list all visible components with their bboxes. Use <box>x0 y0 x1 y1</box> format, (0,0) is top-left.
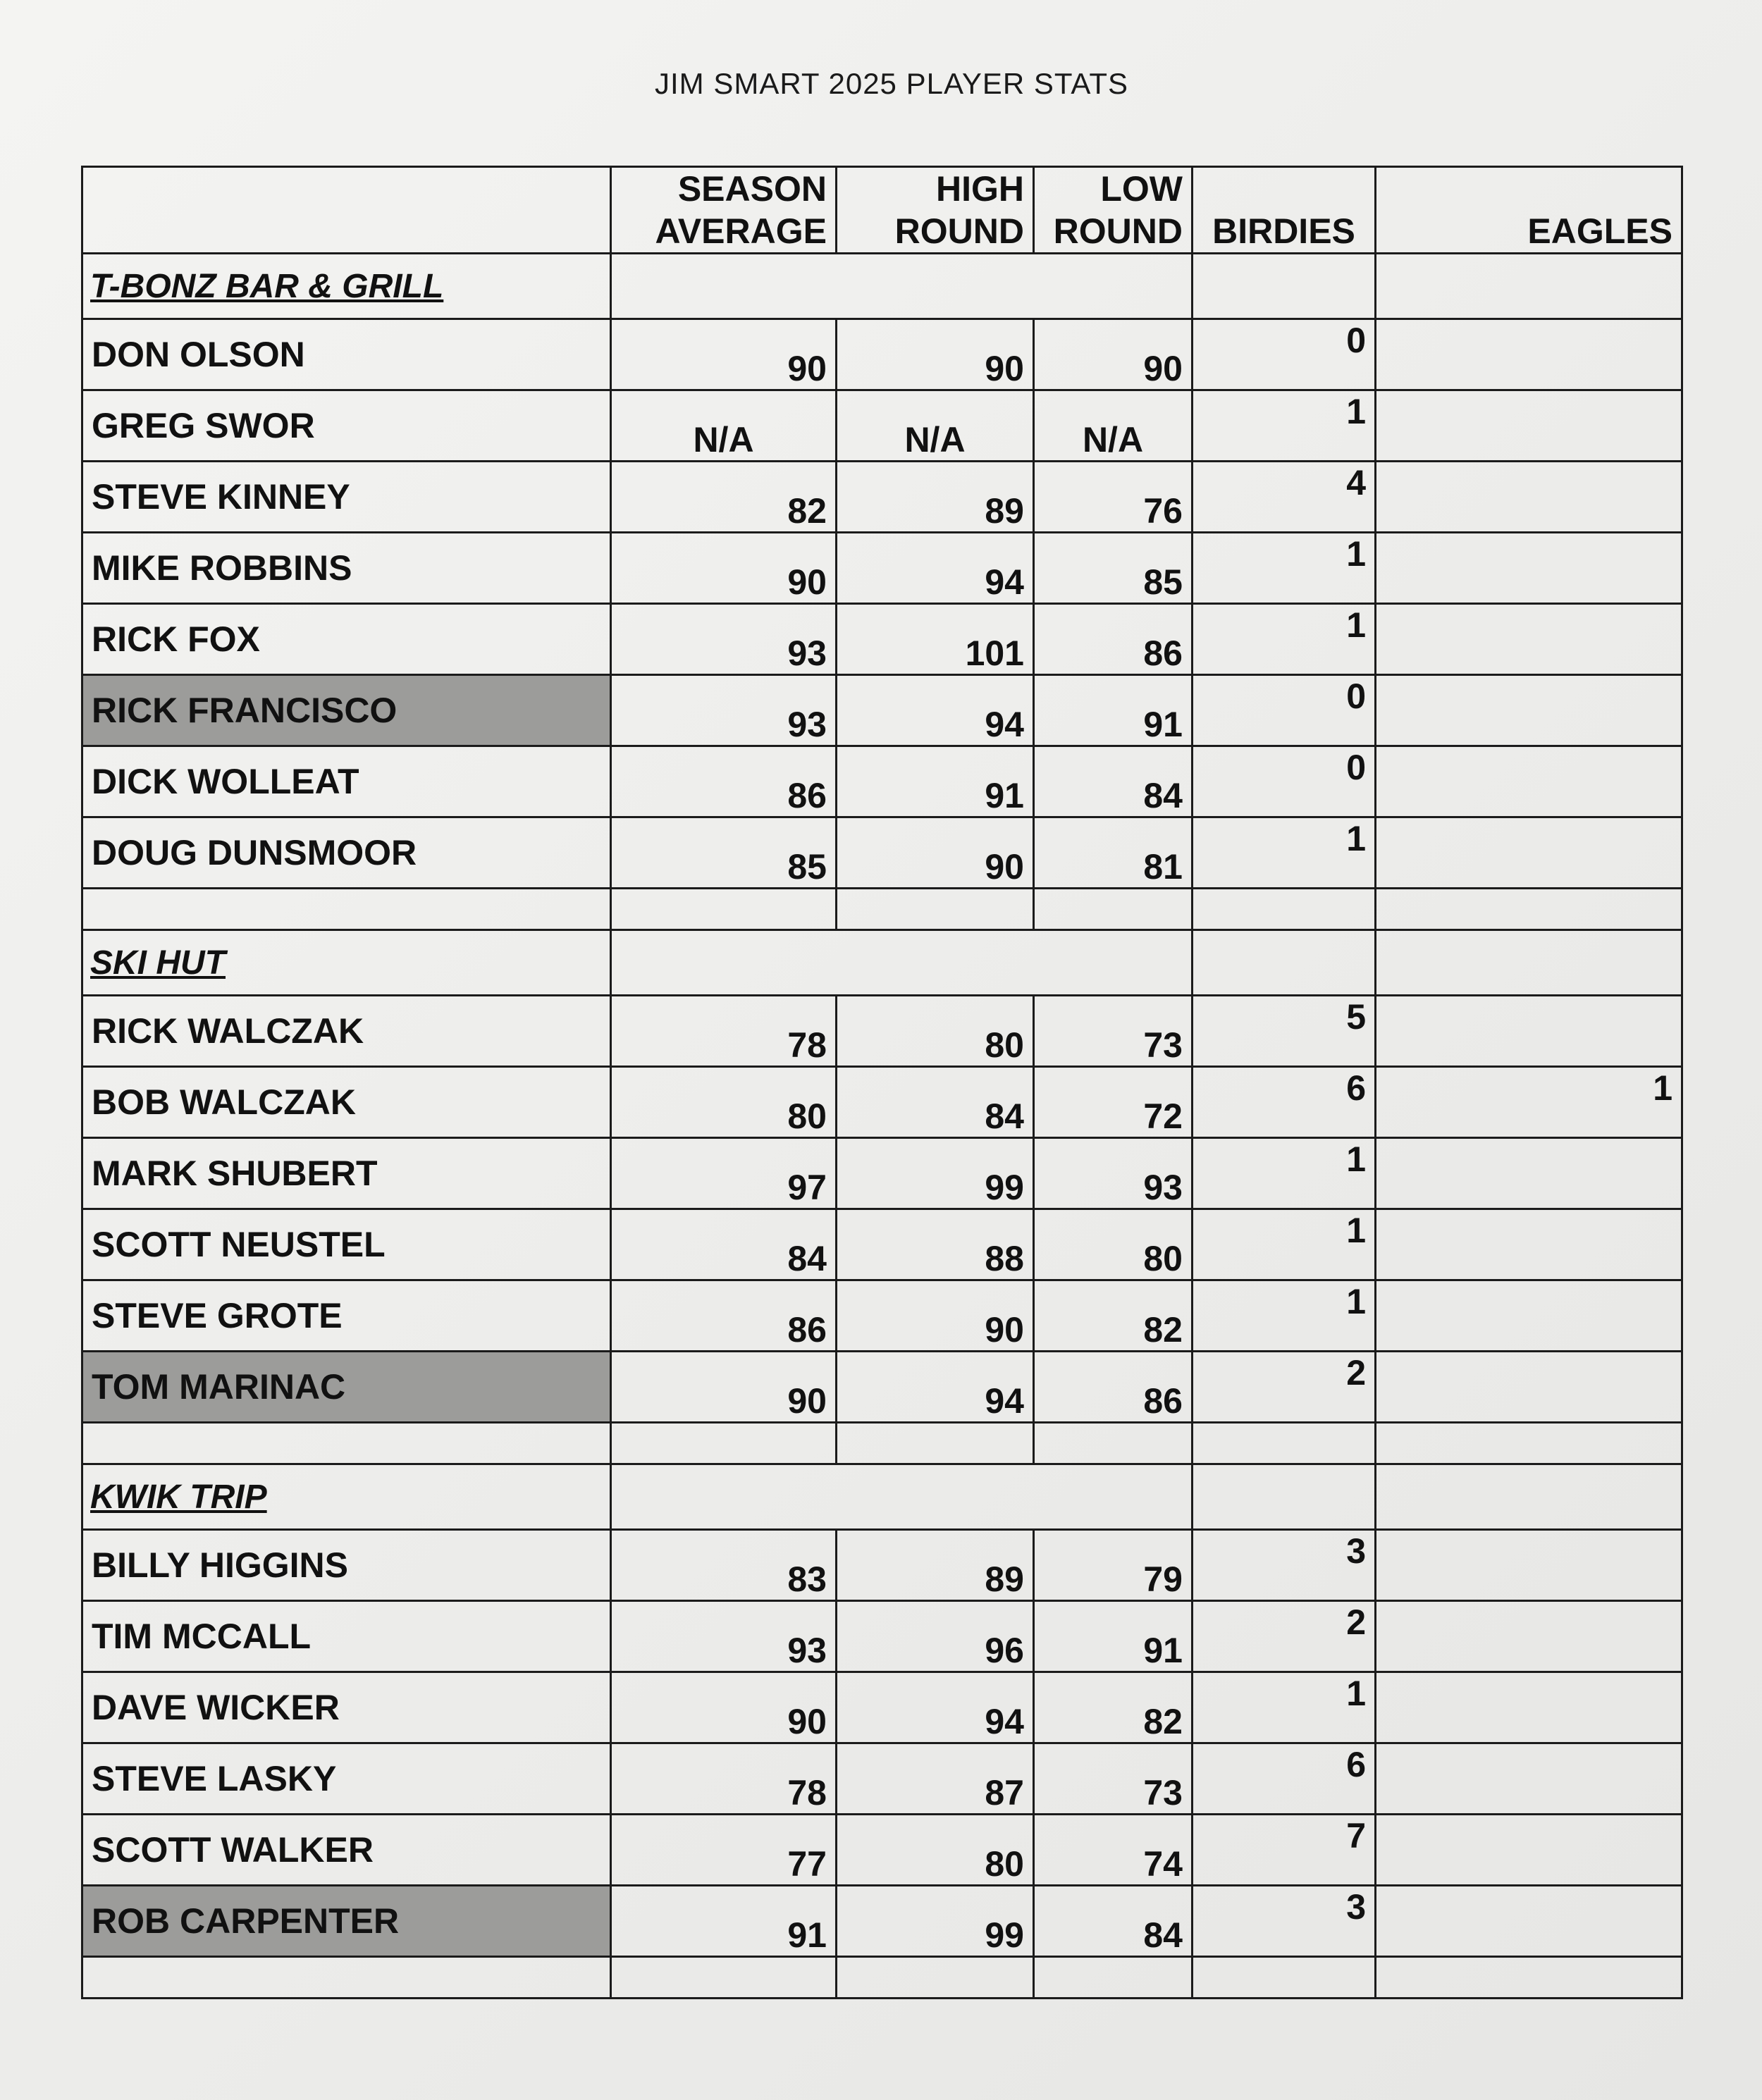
player-row <box>82 462 1682 533</box>
blank-cell <box>837 1957 1034 1999</box>
birdies-value: 5 <box>1193 996 1376 1067</box>
birdies-value: 4 <box>1193 462 1376 533</box>
player-row <box>82 1280 1682 1352</box>
player-name: RICK WALCZAK <box>82 996 611 1067</box>
high-round-value: 89 <box>837 1530 1034 1601</box>
player-name: BOB WALCZAK <box>82 1067 611 1138</box>
eagles-value <box>1376 533 1682 604</box>
player-name: GREG SWOR <box>82 390 611 462</box>
low-round-value: 72 <box>1034 1067 1193 1138</box>
birdies-value: 3 <box>1193 1530 1376 1601</box>
player-row <box>82 1352 1682 1423</box>
low-round-value: 81 <box>1034 817 1193 889</box>
blank-cell <box>611 889 837 930</box>
birdies-value: 2 <box>1193 1352 1376 1423</box>
eagles-value <box>1376 390 1682 462</box>
high-round-value: 101 <box>837 604 1034 675</box>
player-row <box>82 319 1682 390</box>
season-average-value: 82 <box>611 462 837 533</box>
birdies-value: 1 <box>1193 1209 1376 1280</box>
high-round-value: 94 <box>837 1352 1034 1423</box>
team-name: KWIK TRIP <box>82 1464 611 1530</box>
eagles-value <box>1376 746 1682 817</box>
header-season-average <box>611 167 837 254</box>
team-header-birdies-blank <box>1193 930 1376 996</box>
high-round-value: N/A <box>837 390 1034 462</box>
player-row <box>82 1886 1682 1957</box>
player-row <box>82 675 1682 746</box>
blank-cell <box>82 1957 611 1999</box>
player-name: TOM MARINAC <box>82 1352 611 1423</box>
birdies-value: 6 <box>1193 1743 1376 1815</box>
season-average-value: N/A <box>611 390 837 462</box>
birdies-value: 1 <box>1193 1138 1376 1209</box>
birdies-value: 1 <box>1193 1672 1376 1743</box>
eagles-value <box>1376 1815 1682 1886</box>
blank-cell <box>1034 1423 1193 1464</box>
high-round-value: 80 <box>837 996 1034 1067</box>
blank-cell <box>82 889 611 930</box>
high-round-value: 90 <box>837 319 1034 390</box>
high-round-value: 90 <box>837 817 1034 889</box>
team-header-eagles-blank <box>1376 930 1682 996</box>
season-average-value: 78 <box>611 1743 837 1815</box>
low-round-value: 73 <box>1034 1743 1193 1815</box>
season-average-value: 78 <box>611 996 837 1067</box>
high-round-value: 90 <box>837 1280 1034 1352</box>
blank-cell <box>611 1957 837 1999</box>
player-name: MIKE ROBBINS <box>82 533 611 604</box>
blank-cell <box>1193 1423 1376 1464</box>
eagles-value <box>1376 817 1682 889</box>
season-average-value: 90 <box>611 533 837 604</box>
eagles-value <box>1376 675 1682 746</box>
header-birdies: BIRDIES <box>1193 167 1376 254</box>
low-round-value: 84 <box>1034 746 1193 817</box>
low-round-value: 74 <box>1034 1815 1193 1886</box>
header-high-line1: HIGH <box>936 169 1024 209</box>
header-row <box>82 167 1682 254</box>
team-header-row <box>82 1464 1682 1530</box>
eagles-value <box>1376 1601 1682 1672</box>
birdies-value: 1 <box>1193 1280 1376 1352</box>
season-average-value: 93 <box>611 604 837 675</box>
birdies-value: 3 <box>1193 1886 1376 1957</box>
high-round-value: 89 <box>837 462 1034 533</box>
blank-cell <box>1034 1957 1193 1999</box>
blank-cell <box>82 1423 611 1464</box>
player-name: BILLY HIGGINS <box>82 1530 611 1601</box>
high-round-value: 99 <box>837 1138 1034 1209</box>
player-name: SCOTT NEUSTEL <box>82 1209 611 1280</box>
player-name: TIM MCCALL <box>82 1601 611 1672</box>
document-title: JIM SMART 2025 PLAYER STATS <box>655 67 1128 100</box>
eagles-value <box>1376 1280 1682 1352</box>
birdies-value: 0 <box>1193 675 1376 746</box>
low-round-value: 86 <box>1034 1352 1193 1423</box>
birdies-value: 0 <box>1193 746 1376 817</box>
season-average-value: 97 <box>611 1138 837 1209</box>
player-row <box>82 746 1682 817</box>
low-round-value: 82 <box>1034 1280 1193 1352</box>
high-round-value: 80 <box>837 1815 1034 1886</box>
eagles-value <box>1376 1530 1682 1601</box>
high-round-value: 87 <box>837 1743 1034 1815</box>
blank-cell <box>1376 1423 1682 1464</box>
header-low-round <box>1034 167 1193 254</box>
season-average-value: 93 <box>611 675 837 746</box>
eagles-value <box>1376 1672 1682 1743</box>
season-average-value: 80 <box>611 1067 837 1138</box>
player-row <box>82 817 1682 889</box>
player-row <box>82 1530 1682 1601</box>
player-name: DICK WOLLEAT <box>82 746 611 817</box>
eagles-value <box>1376 1209 1682 1280</box>
player-name: RICK FOX <box>82 604 611 675</box>
season-average-value: 91 <box>611 1886 837 1957</box>
season-average-value: 90 <box>611 1672 837 1743</box>
player-row <box>82 390 1682 462</box>
blank-cell <box>837 889 1034 930</box>
player-row <box>82 1209 1682 1280</box>
player-row <box>82 1601 1682 1672</box>
team-name: SKI HUT <box>82 930 611 996</box>
blank-row <box>82 1957 1682 1999</box>
season-average-value: 84 <box>611 1209 837 1280</box>
high-round-value: 94 <box>837 1672 1034 1743</box>
player-name: RICK FRANCISCO <box>82 675 611 746</box>
low-round-value: N/A <box>1034 390 1193 462</box>
team-header-row <box>82 930 1682 996</box>
player-row <box>82 1672 1682 1743</box>
blank-cell <box>611 1423 837 1464</box>
player-row <box>82 1743 1682 1815</box>
header-high-line2: ROUND <box>894 211 1024 251</box>
birdies-value: 1 <box>1193 533 1376 604</box>
season-average-value: 83 <box>611 1530 837 1601</box>
team-header-eagles-blank <box>1376 1464 1682 1530</box>
player-name: STEVE LASKY <box>82 1743 611 1815</box>
player-name: ROB CARPENTER <box>82 1886 611 1957</box>
eagles-value: 1 <box>1376 1067 1682 1138</box>
high-round-value: 96 <box>837 1601 1034 1672</box>
low-round-value: 93 <box>1034 1138 1193 1209</box>
header-name-cell <box>82 167 611 254</box>
blank-cell <box>1193 889 1376 930</box>
blank-cell <box>1376 889 1682 930</box>
eagles-value <box>1376 319 1682 390</box>
blank-cell <box>1034 889 1193 930</box>
player-name: DAVE WICKER <box>82 1672 611 1743</box>
team-header-filler <box>611 254 1193 319</box>
blank-cell <box>1193 1957 1376 1999</box>
low-round-value: 90 <box>1034 319 1193 390</box>
player-row <box>82 604 1682 675</box>
season-average-value: 86 <box>611 746 837 817</box>
player-name: STEVE GROTE <box>82 1280 611 1352</box>
low-round-value: 79 <box>1034 1530 1193 1601</box>
blank-cell <box>1376 1957 1682 1999</box>
low-round-value: 80 <box>1034 1209 1193 1280</box>
player-stats-table <box>81 166 1683 1999</box>
header-low-line1: LOW <box>1100 169 1183 209</box>
team-header-row <box>82 254 1682 319</box>
header-eagles: EAGLES <box>1376 167 1682 254</box>
player-name: SCOTT WALKER <box>82 1815 611 1886</box>
season-average-value: 86 <box>611 1280 837 1352</box>
low-round-value: 82 <box>1034 1672 1193 1743</box>
team-header-filler <box>611 1464 1193 1530</box>
player-name: DOUG DUNSMOOR <box>82 817 611 889</box>
header-low-line2: ROUND <box>1053 211 1183 251</box>
high-round-value: 88 <box>837 1209 1034 1280</box>
player-row <box>82 1138 1682 1209</box>
player-name: MARK SHUBERT <box>82 1138 611 1209</box>
eagles-value <box>1376 462 1682 533</box>
low-round-value: 91 <box>1034 675 1193 746</box>
team-name: T-BONZ BAR & GRILL <box>82 254 611 319</box>
header-high-round <box>837 167 1034 254</box>
season-average-value: 90 <box>611 319 837 390</box>
high-round-value: 94 <box>837 533 1034 604</box>
player-name: STEVE KINNEY <box>82 462 611 533</box>
blank-cell <box>837 1423 1034 1464</box>
team-header-eagles-blank <box>1376 254 1682 319</box>
player-row <box>82 1815 1682 1886</box>
birdies-value: 1 <box>1193 390 1376 462</box>
high-round-value: 99 <box>837 1886 1034 1957</box>
low-round-value: 84 <box>1034 1886 1193 1957</box>
eagles-value <box>1376 604 1682 675</box>
birdies-value: 1 <box>1193 604 1376 675</box>
player-name: DON OLSON <box>82 319 611 390</box>
team-header-filler <box>611 930 1193 996</box>
high-round-value: 94 <box>837 675 1034 746</box>
season-average-value: 77 <box>611 1815 837 1886</box>
eagles-value <box>1376 996 1682 1067</box>
birdies-value: 6 <box>1193 1067 1376 1138</box>
header-season-line2: AVERAGE <box>655 211 827 251</box>
eagles-value <box>1376 1138 1682 1209</box>
season-average-value: 93 <box>611 1601 837 1672</box>
blank-row <box>82 1423 1682 1464</box>
birdies-value: 2 <box>1193 1601 1376 1672</box>
high-round-value: 84 <box>837 1067 1034 1138</box>
low-round-value: 85 <box>1034 533 1193 604</box>
season-average-value: 85 <box>611 817 837 889</box>
team-header-birdies-blank <box>1193 254 1376 319</box>
birdies-value: 0 <box>1193 319 1376 390</box>
stats-body <box>82 254 1682 1999</box>
low-round-value: 86 <box>1034 604 1193 675</box>
eagles-value <box>1376 1886 1682 1957</box>
low-round-value: 73 <box>1034 996 1193 1067</box>
birdies-value: 7 <box>1193 1815 1376 1886</box>
high-round-value: 91 <box>837 746 1034 817</box>
birdies-value: 1 <box>1193 817 1376 889</box>
eagles-value <box>1376 1743 1682 1815</box>
low-round-value: 91 <box>1034 1601 1193 1672</box>
team-header-birdies-blank <box>1193 1464 1376 1530</box>
low-round-value: 76 <box>1034 462 1193 533</box>
blank-row <box>82 889 1682 930</box>
player-row <box>82 996 1682 1067</box>
player-row <box>82 533 1682 604</box>
player-row <box>82 1067 1682 1138</box>
season-average-value: 90 <box>611 1352 837 1423</box>
header-season-line1: SEASON <box>677 169 827 209</box>
eagles-value <box>1376 1352 1682 1423</box>
